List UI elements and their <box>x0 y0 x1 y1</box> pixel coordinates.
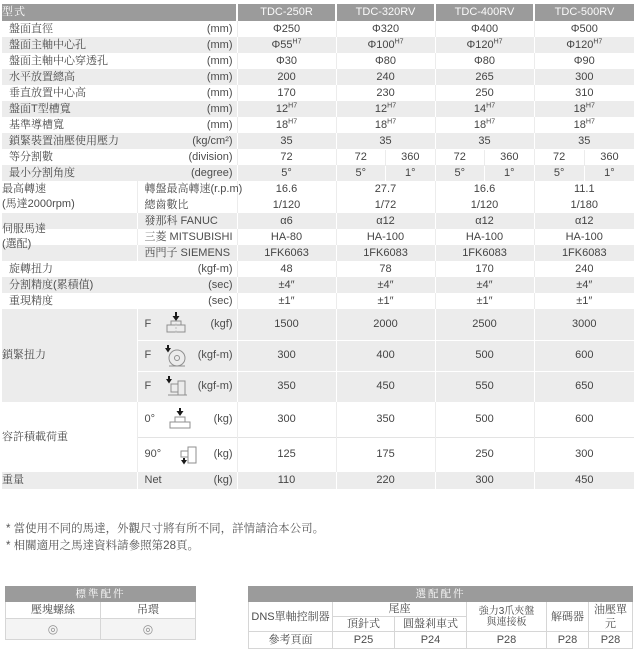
reference-page: P24 <box>395 632 467 649</box>
value-cell: 3000 <box>534 309 634 340</box>
value-cell: 600 <box>534 340 634 371</box>
value-cell: $12^{H7}$ <box>336 101 435 117</box>
value-cell: 350 <box>237 371 336 402</box>
value-cell: 72 <box>237 149 336 165</box>
row-label: 水平放置總高 <box>9 70 75 83</box>
model-header: TDC-250R <box>237 4 336 21</box>
value-cell: HA-100 <box>534 229 634 245</box>
group-label-servo-motor: 伺服馬達 (選配) <box>2 213 137 261</box>
radial-clamp-force-icon <box>161 344 191 368</box>
value-cell: 300 <box>534 437 634 472</box>
row-unit: (degree) <box>190 166 233 179</box>
spec-row-rotation-torque <box>2 261 634 277</box>
value-cell: 16.6 <box>237 181 336 197</box>
value-cell: Φ400 <box>435 21 534 37</box>
accessory-header-chuck: 強力3爪夾盤 與連接板 <box>467 602 547 632</box>
spec-header-row <box>2 4 634 21</box>
value-cell: ±1″ <box>237 293 336 309</box>
value-cell: 250 <box>435 437 534 472</box>
value-cell-split: 72 360 <box>336 149 435 165</box>
value-cell: $14^{H7}$ <box>435 101 534 117</box>
value-cell: 5° <box>237 165 336 181</box>
value-cell: HA-100 <box>435 229 534 245</box>
value-cell: $18^{H7}$ <box>534 101 634 117</box>
sub-label: 三菱 MITSUBISHI <box>144 230 233 243</box>
value-cell: HA-100 <box>336 229 435 245</box>
reference-page: P28 <box>467 632 547 649</box>
value-cell: $18^{H7}$ <box>336 117 435 133</box>
value-cell: 200 <box>237 69 336 85</box>
value-cell: 300 <box>237 340 336 371</box>
spec-table <box>2 4 634 489</box>
value-cell: 170 <box>435 261 534 277</box>
sub-label: 轉盤最高轉速 <box>144 182 211 195</box>
sub-label: F <box>144 380 152 393</box>
value-cell: Φ250 <box>237 21 336 37</box>
value-cell: 1FK6083 <box>534 245 634 261</box>
row-label: 等分割數 <box>9 150 53 163</box>
value-cell: ±4″ <box>336 277 435 293</box>
value-cell: $12^{H7}$ <box>237 101 336 117</box>
value-cell: 300 <box>534 69 634 85</box>
spec-row-through-hole <box>2 53 634 69</box>
group-label-permissible-load: 容許積載荷重 <box>2 402 137 472</box>
value-cell: 125 <box>237 437 336 472</box>
value-cell-split: 5° 1° <box>534 165 634 181</box>
optional-accessories-table <box>248 586 633 649</box>
accessory-header: 吊環 <box>101 602 196 619</box>
value-cell: ±4″ <box>237 277 336 293</box>
row-label: 分割精度(累積值) <box>9 278 94 291</box>
value-cell: 450 <box>534 472 634 489</box>
spec-row-vertical-height <box>2 85 634 101</box>
row-unit: (mm) <box>206 70 233 83</box>
spec-row-guide-slot <box>2 117 634 133</box>
row-unit: (r.p.m) <box>210 182 243 195</box>
reference-page: P28 <box>589 632 633 649</box>
spec-row-clamp-force-axial <box>2 309 634 340</box>
row-label: 鎖緊裝置油壓使用壓力 <box>9 134 119 147</box>
footnote-line: * 當使用不同的馬達，外觀尺寸將有所不同，詳情請洽本公司。 <box>6 523 325 535</box>
vertical-mount-load-icon <box>171 443 201 467</box>
sub-label: 發那科 FANUC <box>144 214 218 227</box>
row-unit: (sec) <box>208 294 233 307</box>
value-cell: 27.7 <box>336 181 435 197</box>
value-cell: 110 <box>237 472 336 489</box>
value-cell: $\Phi 120^{H7}$ <box>534 37 634 53</box>
spec-row-weight <box>2 472 634 489</box>
value-cell: $\Phi 55^{H7}$ <box>237 37 336 53</box>
value-cell: Φ80 <box>336 53 435 69</box>
row-label: 重現精度 <box>9 294 53 307</box>
value-cell: Φ500 <box>534 21 634 37</box>
included-mark-icon: ◎ <box>6 619 101 640</box>
value-cell: 450 <box>336 371 435 402</box>
row-unit: (division) <box>188 150 233 163</box>
model-header: TDC-400RV <box>435 4 534 21</box>
value-cell: ±1″ <box>534 293 634 309</box>
value-cell: 16.6 <box>435 181 534 197</box>
accessory-header-decoder: 解碼器 <box>547 602 589 632</box>
value-cell: 170 <box>237 85 336 101</box>
row-unit: (kg) <box>213 474 233 486</box>
row-unit: (mm) <box>206 22 233 35</box>
value-cell-split: 72 360 <box>435 149 534 165</box>
accessory-header-tail-type: 圓盤剎車式 <box>395 617 467 632</box>
value-cell: 265 <box>435 69 534 85</box>
row-unit: (sec) <box>208 278 233 291</box>
model-column-label: 型式 <box>2 4 237 21</box>
accessory-header: 壓塊螺絲 <box>6 602 101 619</box>
spec-row-top-speed <box>2 181 634 197</box>
spec-row-t-slot <box>2 101 634 117</box>
optional-accessories-title: 選配配件 <box>249 587 633 602</box>
value-cell: 300 <box>237 402 336 437</box>
spec-row-servo-fanuc <box>2 213 634 229</box>
value-cell: α12 <box>534 213 634 229</box>
row-unit: (mm) <box>206 118 233 131</box>
value-cell: $\Phi 120^{H7}$ <box>435 37 534 53</box>
row-unit: (kgf) <box>210 317 233 330</box>
accessory-header-tail-type: 頂針式 <box>333 617 395 632</box>
value-cell: $18^{H7}$ <box>435 117 534 133</box>
row-unit: (mm) <box>206 86 233 99</box>
spec-row-horizontal-height <box>2 69 634 85</box>
standard-accessories-title: 標準配件 <box>6 587 196 602</box>
value-cell: 48 <box>237 261 336 277</box>
value-cell: 1500 <box>237 309 336 340</box>
accessory-header-hydraulic: 油壓單元 <box>589 602 633 632</box>
spec-row-repeatability <box>2 293 634 309</box>
value-cell: 310 <box>534 85 634 101</box>
value-cell: ±1″ <box>336 293 435 309</box>
value-cell: 220 <box>336 472 435 489</box>
row-unit: (mm) <box>206 54 233 67</box>
value-cell: 2500 <box>435 309 534 340</box>
value-cell: HA-80 <box>237 229 336 245</box>
value-cell: 550 <box>435 371 534 402</box>
value-cell-split: 5° 1° <box>336 165 435 181</box>
value-cell: α12 <box>435 213 534 229</box>
value-cell: ±1″ <box>435 293 534 309</box>
group-label-clamp-torque: 鎖緊扭力 <box>2 309 137 402</box>
axial-clamp-force-icon <box>161 312 191 336</box>
value-cell: 350 <box>336 402 435 437</box>
value-cell: 400 <box>336 340 435 371</box>
reference-page: P28 <box>547 632 589 649</box>
value-cell: 1/72 <box>336 197 435 213</box>
row-label: 基準導槽寬 <box>9 118 64 131</box>
value-cell: Φ320 <box>336 21 435 37</box>
sub-label: 0° <box>144 412 156 425</box>
sub-label: F <box>144 317 152 330</box>
value-cell: 1/180 <box>534 197 634 213</box>
value-cell: 1FK6063 <box>237 245 336 261</box>
row-label: 盤面主軸中心孔 <box>9 38 86 51</box>
accessory-header-tailstock: 尾座 <box>333 602 467 617</box>
row-unit: (kg/cm²) <box>192 134 233 147</box>
value-cell: 35 <box>435 133 534 149</box>
value-cell: 500 <box>435 402 534 437</box>
value-cell: Φ30 <box>237 53 336 69</box>
row-unit: (kgf-m) <box>197 262 233 275</box>
row-label: 盤面T型槽寬 <box>9 102 71 115</box>
row-label: 最小分割角度 <box>9 166 75 179</box>
row-unit: (mm) <box>206 38 233 51</box>
horizontal-mount-load-icon <box>165 407 195 431</box>
sub-label: F <box>144 349 152 361</box>
overturn-clamp-force-icon <box>161 375 191 399</box>
value-cell: 1/120 <box>237 197 336 213</box>
value-cell-split: 72 360 <box>534 149 634 165</box>
value-cell: 35 <box>336 133 435 149</box>
model-header: TDC-500RV <box>534 4 634 21</box>
value-cell: 78 <box>336 261 435 277</box>
value-cell: 1FK6083 <box>336 245 435 261</box>
row-unit: (kg) <box>213 412 233 425</box>
value-cell: 35 <box>534 133 634 149</box>
row-unit: (kg) <box>213 448 233 461</box>
spec-row-indexing-accuracy <box>2 277 634 293</box>
row-unit: (kgf-m) <box>197 380 233 393</box>
row-label: 旋轉扭力 <box>9 262 53 275</box>
value-cell: 650 <box>534 371 634 402</box>
value-cell: $18^{H7}$ <box>237 117 336 133</box>
value-cell-split: 5° 1° <box>435 165 534 181</box>
sub-label: Net <box>144 474 162 486</box>
row-label: 盤面主軸中心穿透孔 <box>9 54 108 67</box>
value-cell: 35 <box>237 133 336 149</box>
standard-accessories-table <box>5 586 196 640</box>
row-unit: (kgf-m) <box>197 349 233 361</box>
value-cell: 11.1 <box>534 181 634 197</box>
value-cell: $18^{H7}$ <box>534 117 634 133</box>
sub-label: 總齒數比 <box>144 198 189 211</box>
value-cell: 230 <box>336 85 435 101</box>
value-cell: 1/120 <box>435 197 534 213</box>
footnote-line: * 相關適用之馬達資料請參照第28頁。 <box>6 540 199 552</box>
spec-row-clamp-pressure <box>2 133 634 149</box>
row-label: 盤面直徑 <box>9 22 53 35</box>
spec-row-divisions <box>2 149 634 165</box>
spec-row-load-0deg <box>2 402 634 437</box>
spec-row-min-angle <box>2 165 634 181</box>
value-cell: 240 <box>534 261 634 277</box>
sub-label: 西門子 SIEMENS <box>144 246 231 259</box>
value-cell: 1FK6083 <box>435 245 534 261</box>
row-label: 垂直放置中心高 <box>9 86 86 99</box>
value-cell: 240 <box>336 69 435 85</box>
value-cell: 600 <box>534 402 634 437</box>
spec-row-diameter <box>2 21 634 37</box>
reference-page: P25 <box>333 632 395 649</box>
accessory-header-controller: DNS單軸控制器 <box>249 602 333 632</box>
value-cell: $\Phi 100^{H7}$ <box>336 37 435 53</box>
value-cell: 300 <box>435 472 534 489</box>
value-cell: ±4″ <box>534 277 634 293</box>
included-mark-icon: ◎ <box>101 619 196 640</box>
sub-label: 90° <box>144 448 162 461</box>
model-header: TDC-320RV <box>336 4 435 21</box>
value-cell: α6 <box>237 213 336 229</box>
value-cell: 500 <box>435 340 534 371</box>
value-cell: Φ90 <box>534 53 634 69</box>
value-cell: α12 <box>336 213 435 229</box>
row-label: 重量 <box>2 472 137 489</box>
row-unit: (mm) <box>206 102 233 115</box>
value-cell: 2000 <box>336 309 435 340</box>
value-cell: 250 <box>435 85 534 101</box>
value-cell: 175 <box>336 437 435 472</box>
value-cell: ±4″ <box>435 277 534 293</box>
footnotes <box>6 521 324 555</box>
spec-row-center-hole <box>2 37 634 53</box>
reference-page-label: 參考頁面 <box>249 632 333 649</box>
group-label-max-speed: 最高轉速 (馬達2000rpm) <box>2 181 137 213</box>
value-cell: Φ80 <box>435 53 534 69</box>
